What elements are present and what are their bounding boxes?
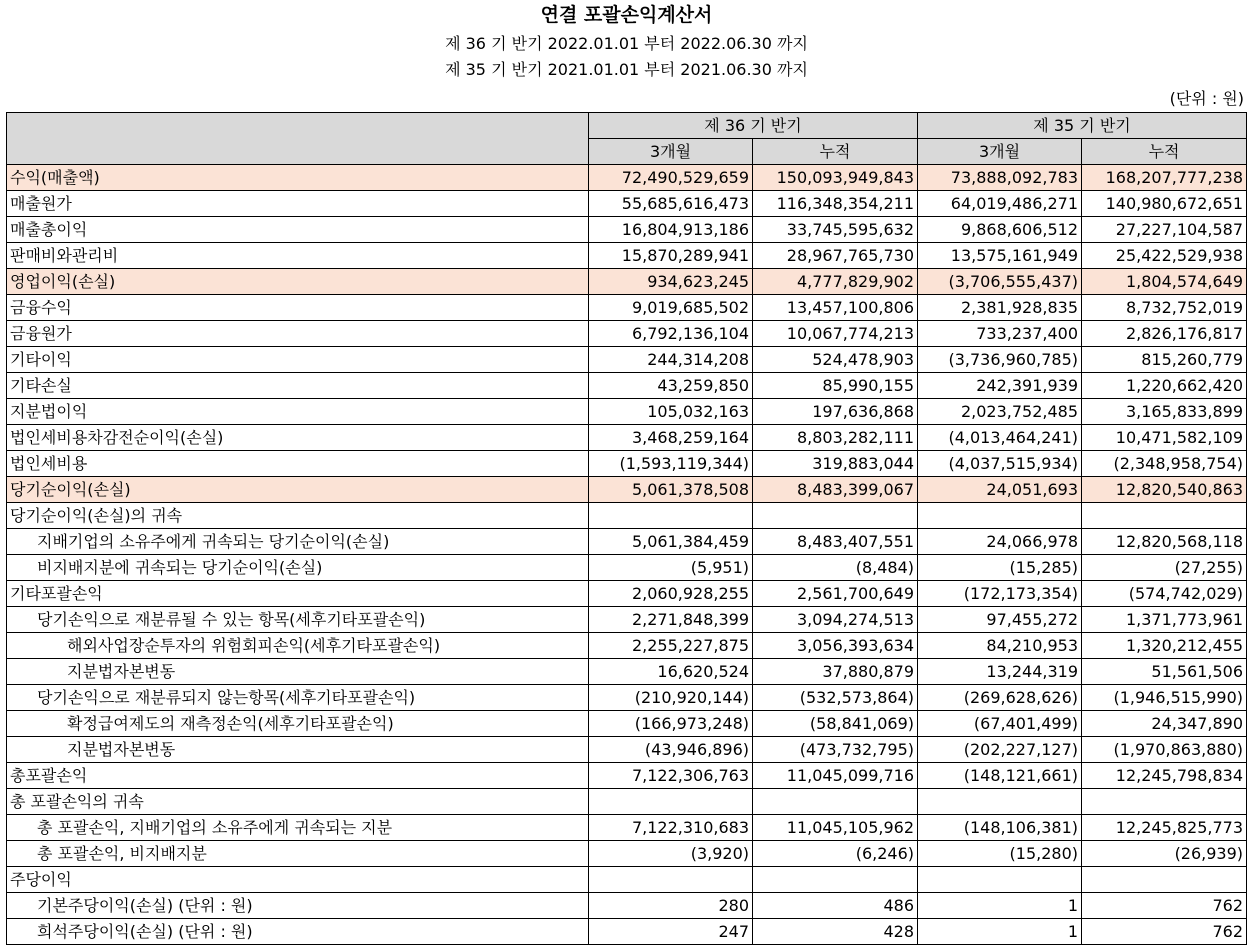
value-cum-current: 319,883,044: [753, 451, 918, 477]
value-cum-prior: 2,826,176,817: [1082, 321, 1247, 347]
value-3m-current: 5,061,378,508: [589, 477, 753, 503]
value-3m-prior: (15,280): [918, 841, 1082, 867]
statement-body: [7, 165, 1247, 945]
period-current-line: 제 36 기 반기 2022.01.01 부터 2022.06.30 까지: [445, 34, 808, 53]
row-label: 지배기업의 소유주에게 귀속되는 당기순이익(손실): [7, 529, 589, 555]
value-cum-prior: 27,227,104,587: [1082, 217, 1247, 243]
table-row: [7, 867, 1247, 893]
value-3m-prior: (148,106,381): [918, 815, 1082, 841]
value-3m-current: 280: [589, 893, 753, 919]
value-cum-current: (6,246): [753, 841, 918, 867]
value-3m-current: 5,061,384,459: [589, 529, 753, 555]
row-label: 총 포괄손익, 지배기업의 소유주에게 귀속되는 지분: [7, 815, 589, 841]
row-label: 금융수익: [7, 295, 589, 321]
value-cum-current: 2,561,700,649: [753, 581, 918, 607]
table-row: [7, 555, 1247, 581]
value-3m-prior: 73,888,092,783: [918, 165, 1082, 191]
row-label: 금융원가: [7, 321, 589, 347]
value-cum-prior: (1,970,863,880): [1082, 737, 1247, 763]
header-label-cell: [7, 113, 589, 165]
value-cum-prior: 12,245,825,773: [1082, 815, 1247, 841]
row-label: 법인세비용: [7, 451, 589, 477]
value-3m-current: 244,314,208: [589, 347, 753, 373]
value-3m-prior: 13,244,319: [918, 659, 1082, 685]
value-cum-current: 10,067,774,213: [753, 321, 918, 347]
table-row: [7, 633, 1247, 659]
value-3m-prior: (269,628,626): [918, 685, 1082, 711]
table-row: [7, 789, 1247, 815]
row-label: 기본주당이익(손실) (단위 : 원): [7, 893, 589, 919]
table-row: [7, 243, 1247, 269]
value-cum-current: 85,990,155: [753, 373, 918, 399]
value-3m-prior: (202,227,127): [918, 737, 1082, 763]
value-cum-prior: [1082, 503, 1247, 529]
row-label: 총 포괄손익의 귀속: [7, 789, 589, 815]
income-statement-table: [6, 112, 1247, 945]
row-label: 기타포괄손익: [7, 581, 589, 607]
value-3m-prior: [918, 867, 1082, 893]
value-3m-prior: 84,210,953: [918, 633, 1082, 659]
value-3m-prior: 97,455,272: [918, 607, 1082, 633]
value-cum-prior: 3,165,833,899: [1082, 399, 1247, 425]
value-3m-prior: (15,285): [918, 555, 1082, 581]
value-3m-current: (1,593,119,344): [589, 451, 753, 477]
value-cum-current: 13,457,100,806: [753, 295, 918, 321]
header-row-period: [7, 113, 1247, 139]
unit-note: (단위 : 원): [1169, 89, 1244, 108]
value-cum-current: 3,056,393,634: [753, 633, 918, 659]
value-3m-prior: 733,237,400: [918, 321, 1082, 347]
value-cum-prior: 12,820,540,863: [1082, 477, 1247, 503]
value-cum-current: [753, 789, 918, 815]
value-cum-prior: 815,260,779: [1082, 347, 1247, 373]
table-row: [7, 425, 1247, 451]
value-3m-prior: (3,736,960,785): [918, 347, 1082, 373]
value-cum-prior: [1082, 867, 1247, 893]
value-3m-current: 9,019,685,502: [589, 295, 753, 321]
value-3m-current: (3,920): [589, 841, 753, 867]
value-3m-current: (166,973,248): [589, 711, 753, 737]
value-3m-current: 6,792,136,104: [589, 321, 753, 347]
value-3m-prior: 24,051,693: [918, 477, 1082, 503]
value-cum-current: (8,484): [753, 555, 918, 581]
header-period-prior: 제 35 기 반기: [918, 113, 1247, 139]
value-cum-current: [753, 503, 918, 529]
period-prior-line: 제 35 기 반기 2021.01.01 부터 2021.06.30 까지: [445, 60, 808, 79]
value-3m-current: 16,804,913,186: [589, 217, 753, 243]
table-row: [7, 607, 1247, 633]
row-label: 지분법이익: [7, 399, 589, 425]
row-label: 당기손익으로 재분류되지 않는항목(세후기타포괄손익): [7, 685, 589, 711]
row-label: 매출총이익: [7, 217, 589, 243]
row-label: 희석주당이익(손실) (단위 : 원): [7, 919, 589, 945]
row-label: 총포괄손익: [7, 763, 589, 789]
value-3m-current: 2,060,928,255: [589, 581, 753, 607]
value-cum-current: 116,348,354,211: [753, 191, 918, 217]
value-cum-current: 197,636,868: [753, 399, 918, 425]
value-cum-current: 8,483,407,551: [753, 529, 918, 555]
header-sub-cum-prior: 누적: [1082, 139, 1247, 165]
value-3m-current: 72,490,529,659: [589, 165, 753, 191]
value-cum-prior: 168,207,777,238: [1082, 165, 1247, 191]
table-row: [7, 451, 1247, 477]
value-cum-current: 4,777,829,902: [753, 269, 918, 295]
table-row: [7, 269, 1247, 295]
value-cum-current: 524,478,903: [753, 347, 918, 373]
table-row: [7, 529, 1247, 555]
value-cum-current: (532,573,864): [753, 685, 918, 711]
value-3m-current: 7,122,310,683: [589, 815, 753, 841]
value-3m-current: 3,468,259,164: [589, 425, 753, 451]
value-cum-current: 8,483,399,067: [753, 477, 918, 503]
row-label: 법인세비용차감전순이익(손실): [7, 425, 589, 451]
table-row: [7, 841, 1247, 867]
row-label: 지분법자본변동: [7, 659, 589, 685]
value-3m-current: 15,870,289,941: [589, 243, 753, 269]
header-sub-cum-current: 누적: [753, 139, 918, 165]
value-cum-prior: [1082, 789, 1247, 815]
header-sub-3m-prior: 3개월: [918, 139, 1082, 165]
value-cum-prior: 762: [1082, 893, 1247, 919]
table-row: [7, 399, 1247, 425]
value-3m-current: 16,620,524: [589, 659, 753, 685]
value-3m-current: 2,255,227,875: [589, 633, 753, 659]
value-3m-current: (210,920,144): [589, 685, 753, 711]
value-cum-prior: 51,561,506: [1082, 659, 1247, 685]
row-label: 기타손실: [7, 373, 589, 399]
row-label: 주당이익: [7, 867, 589, 893]
value-3m-current: 7,122,306,763: [589, 763, 753, 789]
value-cum-current: 8,803,282,111: [753, 425, 918, 451]
value-cum-prior: 1,220,662,420: [1082, 373, 1247, 399]
row-label: 매출원가: [7, 191, 589, 217]
table-row: [7, 815, 1247, 841]
value-cum-prior: 762: [1082, 919, 1247, 945]
value-3m-current: (5,951): [589, 555, 753, 581]
table-row: [7, 321, 1247, 347]
value-3m-prior: 1: [918, 919, 1082, 945]
value-cum-current: 3,094,274,513: [753, 607, 918, 633]
value-cum-prior: 12,245,798,834: [1082, 763, 1247, 789]
table-row: [7, 581, 1247, 607]
value-cum-prior: (574,742,029): [1082, 581, 1247, 607]
value-3m-prior: [918, 503, 1082, 529]
value-3m-prior: (148,121,661): [918, 763, 1082, 789]
value-3m-current: 105,032,163: [589, 399, 753, 425]
value-cum-prior: 1,804,574,649: [1082, 269, 1247, 295]
value-cum-current: 150,093,949,843: [753, 165, 918, 191]
table-row: [7, 919, 1247, 945]
table-row: [7, 503, 1247, 529]
table-row: [7, 893, 1247, 919]
row-label: 지분법자본변동: [7, 737, 589, 763]
value-3m-current: [589, 503, 753, 529]
value-cum-current: 11,045,105,962: [753, 815, 918, 841]
header-sub-3m-current: 3개월: [589, 139, 753, 165]
table-row: [7, 477, 1247, 503]
table-row: [7, 347, 1247, 373]
row-label: 기타이익: [7, 347, 589, 373]
value-cum-prior: 24,347,890: [1082, 711, 1247, 737]
value-3m-current: 2,271,848,399: [589, 607, 753, 633]
table-row: [7, 711, 1247, 737]
value-3m-prior: 2,023,752,485: [918, 399, 1082, 425]
value-3m-current: [589, 867, 753, 893]
value-cum-prior: (26,939): [1082, 841, 1247, 867]
value-3m-current: 55,685,616,473: [589, 191, 753, 217]
value-3m-prior: (67,401,499): [918, 711, 1082, 737]
value-cum-prior: (27,255): [1082, 555, 1247, 581]
table-row: [7, 737, 1247, 763]
value-cum-current: 428: [753, 919, 918, 945]
row-label: 총 포괄손익, 비지배지분: [7, 841, 589, 867]
value-3m-prior: (3,706,555,437): [918, 269, 1082, 295]
value-cum-prior: 8,732,752,019: [1082, 295, 1247, 321]
row-label: 당기순이익(손실): [7, 477, 589, 503]
table-row: [7, 191, 1247, 217]
value-3m-current: [589, 789, 753, 815]
value-cum-current: 28,967,765,730: [753, 243, 918, 269]
value-3m-current: 934,623,245: [589, 269, 753, 295]
value-cum-prior: 1,371,773,961: [1082, 607, 1247, 633]
value-cum-current: 11,045,099,716: [753, 763, 918, 789]
value-cum-prior: 1,320,212,455: [1082, 633, 1247, 659]
value-3m-prior: 1: [918, 893, 1082, 919]
value-3m-current: 247: [589, 919, 753, 945]
table-row: [7, 763, 1247, 789]
value-cum-current: 33,745,595,632: [753, 217, 918, 243]
value-3m-prior: 24,066,978: [918, 529, 1082, 555]
value-3m-prior: 9,868,606,512: [918, 217, 1082, 243]
row-label: 수익(매출액): [7, 165, 589, 191]
value-3m-prior: 64,019,486,271: [918, 191, 1082, 217]
row-label: 해외사업장순투자의 위험회피손익(세후기타포괄손익): [7, 633, 589, 659]
value-cum-current: [753, 867, 918, 893]
row-label: 판매비와관리비: [7, 243, 589, 269]
row-label: 비지배지분에 귀속되는 당기순이익(손실): [7, 555, 589, 581]
value-3m-prior: 2,381,928,835: [918, 295, 1082, 321]
value-3m-prior: [918, 789, 1082, 815]
value-cum-prior: 12,820,568,118: [1082, 529, 1247, 555]
value-cum-current: (473,732,795): [753, 737, 918, 763]
value-3m-current: (43,946,896): [589, 737, 753, 763]
value-cum-current: (58,841,069): [753, 711, 918, 737]
row-label: 영업이익(손실): [7, 269, 589, 295]
row-label: 당기순이익(손실)의 귀속: [7, 503, 589, 529]
value-cum-current: 486: [753, 893, 918, 919]
statement-title: 연결 포괄손익계산서: [540, 4, 713, 26]
table-row: [7, 217, 1247, 243]
table-row: [7, 373, 1247, 399]
value-cum-prior: 140,980,672,651: [1082, 191, 1247, 217]
table-row: [7, 295, 1247, 321]
row-label: 당기손익으로 재분류될 수 있는 항목(세후기타포괄손익): [7, 607, 589, 633]
row-label: 확정급여제도의 재측정손익(세후기타포괄손익): [7, 711, 589, 737]
value-cum-prior: 10,471,582,109: [1082, 425, 1247, 451]
table-row: [7, 659, 1247, 685]
value-3m-prior: (4,013,464,241): [918, 425, 1082, 451]
value-3m-prior: (4,037,515,934): [918, 451, 1082, 477]
value-3m-prior: (172,173,354): [918, 581, 1082, 607]
value-3m-current: 43,259,850: [589, 373, 753, 399]
table-row: [7, 165, 1247, 191]
value-cum-current: 37,880,879: [753, 659, 918, 685]
value-3m-prior: 13,575,161,949: [918, 243, 1082, 269]
header-period-current: 제 36 기 반기: [589, 113, 918, 139]
value-cum-prior: (2,348,958,754): [1082, 451, 1247, 477]
value-3m-prior: 242,391,939: [918, 373, 1082, 399]
value-cum-prior: 25,422,529,938: [1082, 243, 1247, 269]
table-row: [7, 685, 1247, 711]
value-cum-prior: (1,946,515,990): [1082, 685, 1247, 711]
